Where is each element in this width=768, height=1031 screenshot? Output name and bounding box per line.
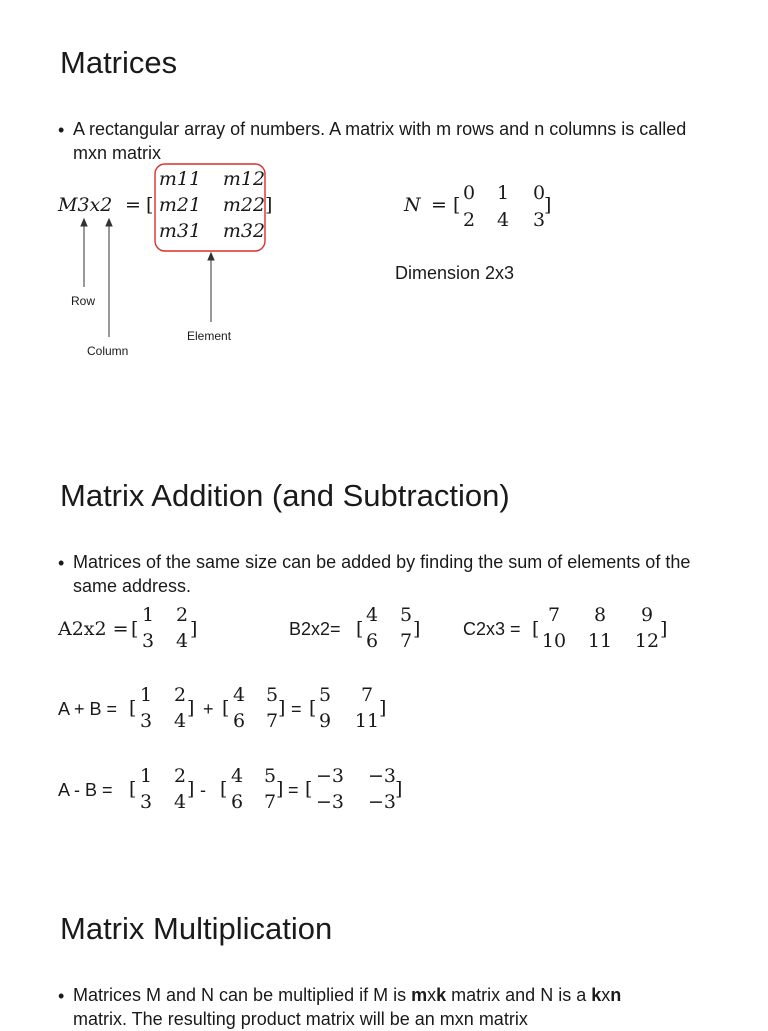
matrix-m-label: M3x2 — [58, 194, 113, 216]
bracket-right: ] — [379, 697, 387, 719]
matrix-b-label: B2x2= — [289, 619, 341, 639]
section-title-matrix-addition: Matrix Addition (and Subtraction) — [60, 478, 510, 513]
difference-label: A - B = — [58, 780, 113, 800]
dimension-label: Dimension 2x3 — [395, 263, 515, 283]
bullet-addition-rule: Matrices of the same size can be added by finding the sum of elements of the same address. — [73, 552, 691, 596]
sum-label: A + B = — [58, 699, 118, 719]
matrix-a-label: A2x2 = — [58, 618, 129, 640]
bracket-right: ] — [190, 618, 198, 640]
bullet-dot: • — [58, 120, 65, 140]
equals-sign: = — [431, 194, 447, 216]
annotation-column: Column — [87, 344, 129, 358]
bracket-left: [ — [131, 618, 139, 640]
annotation-row: Row — [71, 294, 96, 308]
bracket-left: [ — [305, 778, 313, 800]
bracket-right: ] — [395, 778, 403, 800]
annotation-element: Element — [187, 329, 232, 343]
bracket-left: [ — [220, 778, 228, 800]
bracket-right: ] — [265, 194, 273, 216]
bracket-right: ] — [413, 618, 421, 640]
bracket-right: ] — [660, 618, 668, 640]
bracket-right: ] — [276, 778, 284, 800]
section-title-matrix-multiplication: Matrix Multiplication — [60, 911, 333, 946]
bracket-left: [ — [129, 697, 137, 719]
equals-sign: = — [125, 194, 141, 216]
matrix-c-label: C2x3 = — [463, 619, 521, 639]
bullet-multiplication-rule: Matrices M and N can be multiplied if M is mxk matrix and N is a kxn matrix. The resulting product matrix will be an mxn matrix — [73, 985, 622, 1029]
bracket-left: [ — [453, 194, 461, 216]
bracket-left: [ — [532, 618, 540, 640]
bracket-left: [ — [356, 618, 364, 640]
bracket-left: [ — [129, 778, 137, 800]
plus-sign: + — [203, 699, 214, 719]
matrix-n-label: N — [404, 194, 421, 216]
bracket-left: [ — [146, 194, 154, 216]
bullet-dot: • — [58, 986, 65, 1006]
bracket-right: ] — [544, 194, 552, 216]
bracket-left: [ — [309, 697, 317, 719]
bullet-dot: • — [58, 553, 65, 573]
bracket-right: ] — [187, 778, 195, 800]
equals-sign: = — [291, 699, 302, 719]
bracket-left: [ — [222, 697, 230, 719]
bracket-right: ] — [278, 697, 286, 719]
bullet-matrix-definition: A rectangular array of numbers. A matrix with m rows and n columns is called mxn matrix — [73, 119, 687, 163]
section-title-matrices: Matrices — [60, 45, 178, 80]
bracket-right: ] — [187, 697, 195, 719]
minus-sign: - — [200, 780, 206, 800]
equals-sign: = — [288, 780, 299, 800]
